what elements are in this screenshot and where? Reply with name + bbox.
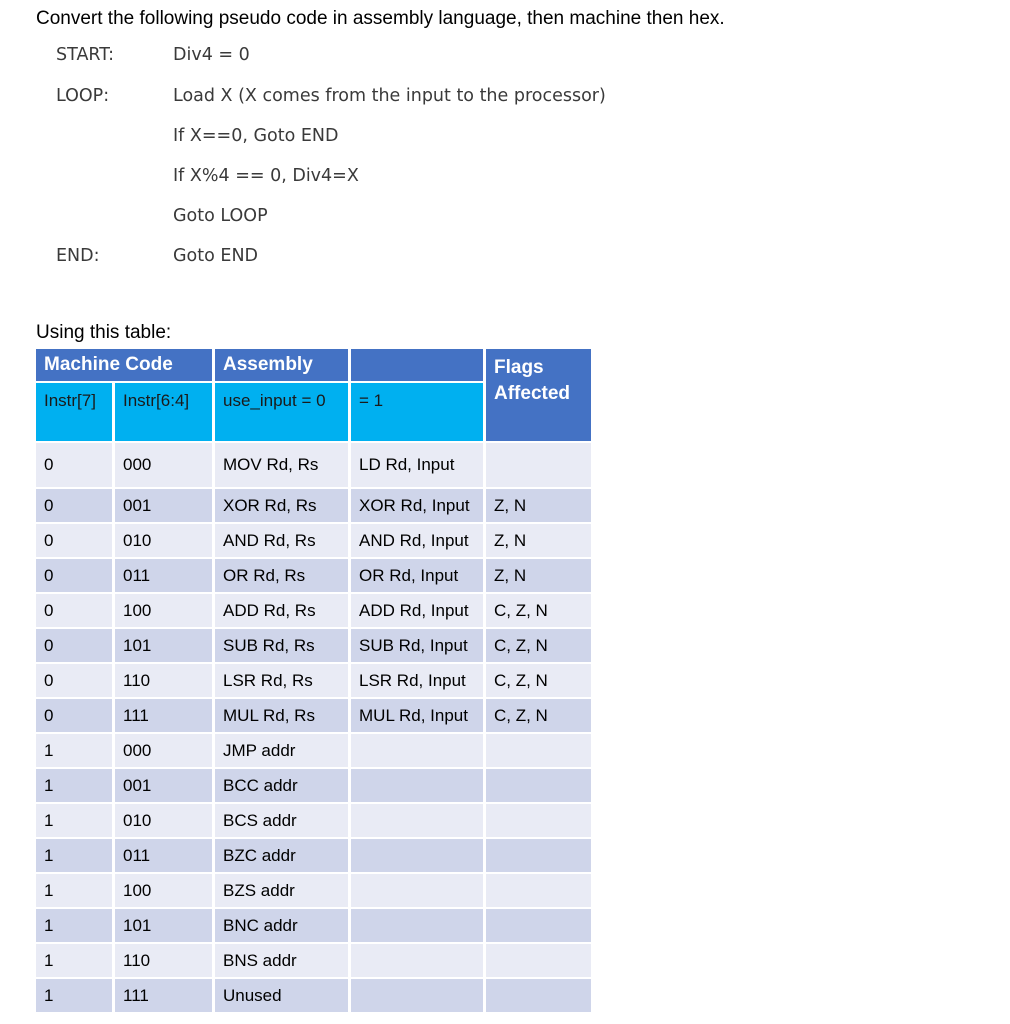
- cell-assembly-rs: ADD Rd, Rs: [215, 594, 348, 627]
- header-flags-affected: Flags Affected: [486, 349, 591, 441]
- table-row: [36, 944, 591, 977]
- pseudo-code-line: If X%4 == 0, Div4=X: [173, 166, 359, 186]
- table-row: [36, 874, 591, 907]
- cell-instr7: 1: [36, 874, 112, 907]
- cell-flags: [486, 443, 591, 487]
- cell-instr7: 1: [36, 909, 112, 942]
- cell-instr64: 101: [115, 629, 212, 662]
- question-heading: Convert the following pseudo code in assembly language, then machine then hex.: [36, 8, 725, 29]
- cell-instr7: 0: [36, 664, 112, 697]
- cell-flags: C, Z, N: [486, 699, 591, 732]
- cell-assembly-input: XOR Rd, Input: [351, 489, 483, 522]
- cell-assembly-input: [351, 769, 483, 802]
- cell-flags: Z, N: [486, 559, 591, 592]
- cell-instr64: 011: [115, 559, 212, 592]
- pseudo-code-line: Goto LOOP: [173, 206, 268, 226]
- header-instr7: Instr[7]: [36, 383, 112, 441]
- table-row: [36, 909, 591, 942]
- cell-assembly-rs: BZS addr: [215, 874, 348, 907]
- cell-assembly-rs: JMP addr: [215, 734, 348, 767]
- table-row: [36, 443, 591, 487]
- cell-instr7: 0: [36, 594, 112, 627]
- cell-instr7: 1: [36, 839, 112, 872]
- cell-flags: C, Z, N: [486, 594, 591, 627]
- cell-flags: [486, 769, 591, 802]
- cell-instr7: 0: [36, 443, 112, 487]
- cell-instr64: 110: [115, 664, 212, 697]
- cell-assembly-rs: BZC addr: [215, 839, 348, 872]
- cell-assembly-rs: SUB Rd, Rs: [215, 629, 348, 662]
- table-row: [36, 979, 591, 1012]
- cell-flags: Z, N: [486, 524, 591, 557]
- cell-flags: [486, 874, 591, 907]
- cell-instr7: 0: [36, 629, 112, 662]
- table-body: [36, 443, 591, 1012]
- cell-assembly-input: MUL Rd, Input: [351, 699, 483, 732]
- cell-assembly-input: [351, 909, 483, 942]
- table-row: [36, 734, 591, 767]
- header-assembly: Assembly: [215, 349, 348, 381]
- cell-flags: [486, 839, 591, 872]
- header-machine-code: Machine Code: [36, 349, 212, 381]
- cell-assembly-input: OR Rd, Input: [351, 559, 483, 592]
- cell-instr64: 101: [115, 909, 212, 942]
- cell-assembly-rs: AND Rd, Rs: [215, 524, 348, 557]
- table-row: [36, 559, 591, 592]
- cell-instr64: 111: [115, 699, 212, 732]
- cell-instr64: 011: [115, 839, 212, 872]
- cell-instr64: 001: [115, 769, 212, 802]
- pseudo-code-line: Load X (X comes from the input to the processor): [173, 86, 606, 106]
- cell-flags: C, Z, N: [486, 664, 591, 697]
- cell-assembly-rs: Unused: [215, 979, 348, 1012]
- cell-flags: Z, N: [486, 489, 591, 522]
- cell-flags: [486, 804, 591, 837]
- cell-instr7: 1: [36, 979, 112, 1012]
- cell-assembly-input: [351, 804, 483, 837]
- cell-instr7: 1: [36, 944, 112, 977]
- cell-instr7: 1: [36, 804, 112, 837]
- cell-instr7: 0: [36, 489, 112, 522]
- cell-instr7: 0: [36, 699, 112, 732]
- cell-assembly-input: LD Rd, Input: [351, 443, 483, 487]
- cell-instr64: 010: [115, 804, 212, 837]
- cell-assembly-rs: BNC addr: [215, 909, 348, 942]
- header-instr64: Instr[6:4]: [115, 383, 212, 441]
- cell-instr7: 1: [36, 734, 112, 767]
- cell-assembly-input: [351, 944, 483, 977]
- header-use-input-1: = 1: [351, 383, 483, 441]
- cell-instr64: 001: [115, 489, 212, 522]
- cell-assembly-rs: XOR Rd, Rs: [215, 489, 348, 522]
- table-row: [36, 629, 591, 662]
- cell-assembly-rs: LSR Rd, Rs: [215, 664, 348, 697]
- cell-assembly-input: AND Rd, Input: [351, 524, 483, 557]
- cell-flags: C, Z, N: [486, 629, 591, 662]
- table-row: [36, 524, 591, 557]
- cell-assembly-input: [351, 734, 483, 767]
- table-row: [36, 804, 591, 837]
- cell-instr7: 0: [36, 559, 112, 592]
- cell-assembly-input: SUB Rd, Input: [351, 629, 483, 662]
- pseudo-label: START:: [56, 45, 114, 65]
- table-row: [36, 594, 591, 627]
- cell-assembly-input: [351, 979, 483, 1012]
- cell-flags: [486, 979, 591, 1012]
- cell-instr64: 010: [115, 524, 212, 557]
- cell-assembly-input: ADD Rd, Input: [351, 594, 483, 627]
- header-blank: [351, 349, 483, 381]
- table-row: [36, 699, 591, 732]
- cell-assembly-input: LSR Rd, Input: [351, 664, 483, 697]
- table-row: [36, 489, 591, 522]
- table-row: [36, 839, 591, 872]
- pseudo-label: END:: [56, 246, 100, 266]
- cell-instr7: 1: [36, 769, 112, 802]
- table-row: [36, 664, 591, 697]
- cell-instr64: 100: [115, 874, 212, 907]
- cell-assembly-rs: OR Rd, Rs: [215, 559, 348, 592]
- cell-assembly-input: [351, 839, 483, 872]
- cell-assembly-rs: BNS addr: [215, 944, 348, 977]
- pseudo-code-line: Goto END: [173, 246, 259, 266]
- cell-flags: [486, 909, 591, 942]
- cell-flags: [486, 734, 591, 767]
- cell-instr64: 000: [115, 443, 212, 487]
- cell-instr64: 000: [115, 734, 212, 767]
- cell-assembly-rs: BCC addr: [215, 769, 348, 802]
- cell-instr64: 111: [115, 979, 212, 1012]
- pseudo-label: LOOP:: [56, 86, 110, 106]
- header-use-input-0: use_input = 0: [215, 383, 348, 441]
- cell-instr7: 0: [36, 524, 112, 557]
- table-row: [36, 769, 591, 802]
- cell-assembly-rs: MUL Rd, Rs: [215, 699, 348, 732]
- cell-assembly-input: [351, 874, 483, 907]
- cell-assembly-rs: BCS addr: [215, 804, 348, 837]
- cell-assembly-rs: MOV Rd, Rs: [215, 443, 348, 487]
- cell-instr64: 110: [115, 944, 212, 977]
- pseudo-code-line: If X==0, Goto END: [173, 126, 339, 146]
- cell-flags: [486, 944, 591, 977]
- cell-instr64: 100: [115, 594, 212, 627]
- instruction-table: [33, 347, 594, 1014]
- pseudo-code-line: Div4 = 0: [173, 45, 250, 65]
- table-intro: Using this table:: [36, 322, 172, 343]
